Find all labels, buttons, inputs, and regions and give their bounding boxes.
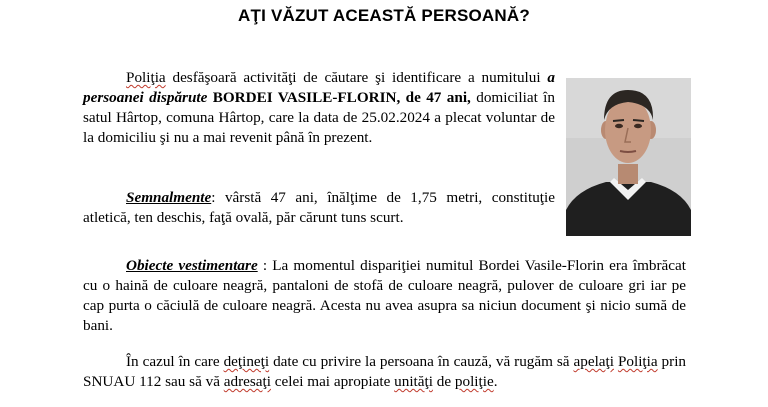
- intro-text-rest: domiciliat în satul Hârtop, comuna Hârtop, care la data de 25.02.2024 a plecat voluntar de la domiciliu şi nu a mai revenit până în prezent.: [83, 89, 555, 146]
- contact-text: celei mai apropiate: [271, 373, 395, 390]
- contact-paragraph: [83, 352, 686, 392]
- intro-word-politia: Poliţia: [126, 69, 166, 86]
- contact-word-unitati: unităţi: [394, 373, 433, 390]
- contact-word-politia: Poliţia: [617, 353, 658, 370]
- page-title: AŢI VĂZUT ACEASTĂ PERSOANĂ?: [238, 6, 530, 25]
- person-photo-image: [566, 78, 691, 236]
- missing-person-phrase: a persoanei dispărute: [83, 69, 555, 106]
- intro-text: desfăşoară activităţi de căutare şi identificare a numitului: [165, 69, 548, 86]
- contact-word-apelati: apelaţi: [573, 353, 614, 370]
- description-text: : vârstă 47 ani, înălţime de 1,75 metri, constituţie atletică, ten deschis, faţă ovală, păr cărunt tuns scurt.: [83, 189, 555, 226]
- clothing-label: Obiecte vestimentare: [126, 257, 258, 274]
- intro-paragraph: [83, 68, 555, 148]
- contact-word-adresati: adresaţi: [223, 373, 271, 390]
- clothing-paragraph: [83, 256, 686, 336]
- description-paragraph: [83, 188, 555, 228]
- contact-text: date cu privire la persoana în cauză, vă rugăm să: [269, 353, 574, 370]
- description-label: Semnalmente: [126, 189, 212, 206]
- contact-word-detineti: deţineţi: [223, 353, 270, 370]
- contact-text: de: [432, 373, 455, 390]
- contact-text: .: [493, 373, 498, 390]
- person-photo: [566, 78, 691, 236]
- contact-word-politie: poliţie: [454, 373, 494, 390]
- contact-text: prin SNUAU 112 sau să vă: [83, 353, 687, 390]
- contact-text: În cazul în care: [126, 353, 224, 370]
- clothing-text: : La momentul dispariţiei numitul Bordei Vasile-Florin era îmbrăcat cu o haină de culoare neagră, pantaloni de stofă de culoare neagră, pulover de culoare gri iar pe cap purta o căciulă de culoare neagră. Acesta nu avea asupra sa niciun document şi nicio sumă de bani.: [83, 257, 686, 334]
- person-name: BORDEI VASILE-FLORIN, de 47 ani,: [207, 89, 471, 106]
